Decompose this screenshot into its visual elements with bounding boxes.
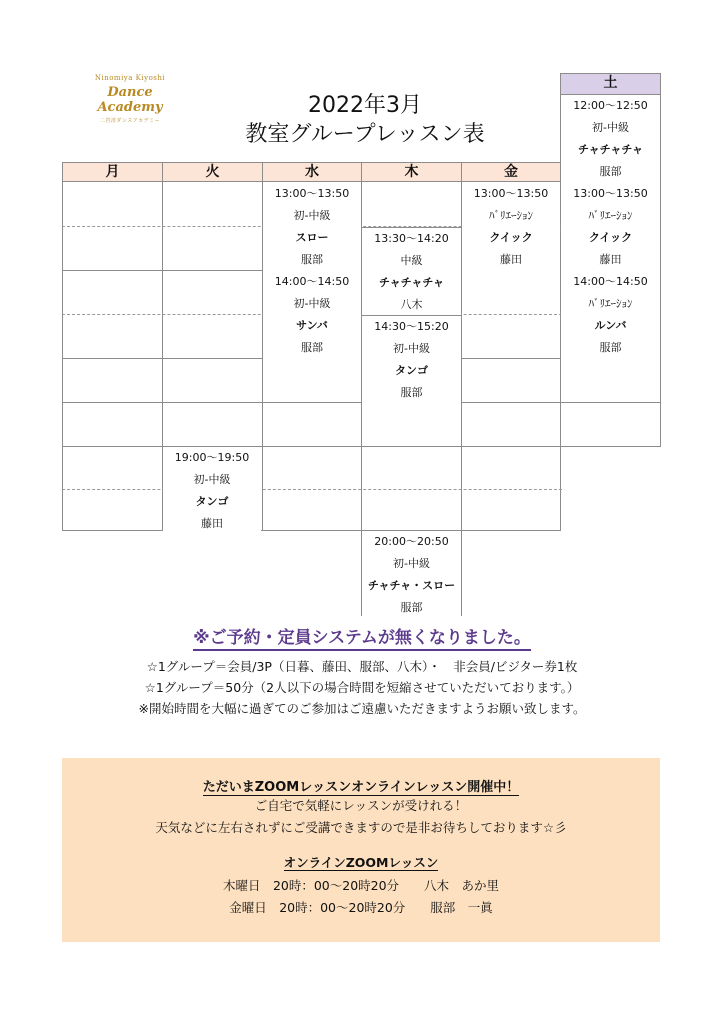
lesson-level: 初-中級 xyxy=(592,121,629,134)
logo-academy-name: Dance Academy xyxy=(97,85,163,115)
lesson-level: 初-中級 xyxy=(293,297,331,310)
lesson-thu-2 xyxy=(362,315,461,404)
lesson-teacher: 藤田 xyxy=(500,253,522,266)
lesson-fri-1 xyxy=(462,183,560,271)
lesson-teacher: 藤田 xyxy=(599,253,622,266)
lesson-time: 13:00～13:50 xyxy=(573,187,648,200)
note-line: ☆1グループ＝会員/3P（日暮、藤田、服部、八木）・ 非会員/ビジター券1枚 xyxy=(146,659,578,674)
grid-line xyxy=(62,446,562,447)
zoom-schedule: 木曜日 20時：00～20時20分 八木 あか里 xyxy=(222,878,500,893)
lesson-level: 初-中級 xyxy=(393,342,430,355)
lesson-thu-1 xyxy=(362,227,461,316)
notes-list xyxy=(0,656,724,719)
zoom-headline xyxy=(62,776,660,795)
lesson-level: 中級 xyxy=(400,254,423,267)
header-thursday: 木 xyxy=(361,162,462,182)
lesson-dance: スロー xyxy=(295,231,329,244)
lesson-dance: タンゴ xyxy=(195,495,229,508)
lesson-dance: クイック xyxy=(588,231,633,244)
header-friday: 金 xyxy=(461,162,561,182)
lesson-level: ﾊﾞﾘｴｰｼｮﾝ xyxy=(489,209,533,222)
logo-owner-name: Ninomiya Kiyoshi xyxy=(94,74,166,82)
lesson-dance: チャチャ・スロー xyxy=(367,579,456,592)
lesson-sat-1 xyxy=(561,95,660,183)
zoom-schedule: 金曜日 20時：00～20時20分 服部 一眞 xyxy=(229,900,493,915)
lesson-time: 13:00～13:50 xyxy=(274,187,350,200)
page-title: 教室グループレッスン表 xyxy=(245,122,485,147)
logo-japanese-name: 二宮清ダンスアカデミー xyxy=(99,118,161,124)
lesson-time: 14:00～14:50 xyxy=(274,275,350,288)
lesson-teacher: 八木 xyxy=(400,298,423,311)
lesson-wed-2 xyxy=(263,271,361,359)
academy-logo xyxy=(82,74,178,122)
header-wednesday: 水 xyxy=(262,162,362,182)
notice-headline-text: ※ご予約・定員システムが無くなりました。 xyxy=(193,628,531,651)
lesson-time: 12:00～12:50 xyxy=(573,99,648,112)
lesson-teacher: 服部 xyxy=(301,253,323,266)
zoom-subheading xyxy=(62,853,660,871)
lesson-level: 初-中級 xyxy=(193,473,231,486)
lesson-level: ﾊﾞﾘｴｰｼｮﾝ xyxy=(588,209,633,222)
lesson-teacher: 藤田 xyxy=(201,517,223,530)
lesson-dance: チャチャチャ xyxy=(378,276,444,289)
lesson-time: 14:30～15:20 xyxy=(374,320,449,333)
lesson-thu-3 xyxy=(362,531,461,619)
lesson-dance: チャチャチャ xyxy=(577,143,643,156)
zoom-subheading-text: オンラインZOOMレッスン xyxy=(283,855,439,870)
lesson-teacher: 服部 xyxy=(599,165,622,178)
lesson-level: 初-中級 xyxy=(293,209,331,222)
lesson-dance: タンゴ xyxy=(395,364,428,377)
lesson-time: 13:00～13:50 xyxy=(473,187,549,200)
lesson-level: 初-中級 xyxy=(393,557,430,570)
lesson-teacher: 服部 xyxy=(599,341,622,354)
header-monday: 月 xyxy=(62,162,163,182)
lesson-dance: ルンバ xyxy=(594,319,627,332)
note-line: ※開始時間を大幅に過ぎてのご参加はご遠慮いただきますようお願い致します。 xyxy=(138,701,586,716)
zoom-line: ご自宅で気軽にレッスンが受けれる！ xyxy=(254,798,468,813)
lesson-time: 14:00～14:50 xyxy=(573,275,648,288)
lesson-time: 13:30～14:20 xyxy=(374,232,449,245)
lesson-sat-3 xyxy=(561,271,660,359)
lesson-time: 19:00～19:50 xyxy=(174,451,250,464)
lesson-teacher: 服部 xyxy=(400,386,423,399)
page-title-month: 2022年3月 xyxy=(308,93,422,118)
notice-headline xyxy=(0,623,724,648)
lesson-wed-1 xyxy=(263,183,361,271)
lesson-tue-1 xyxy=(163,447,261,535)
lesson-teacher: 服部 xyxy=(301,341,323,354)
note-line: ☆1グループ＝50分（2人以下の場合時間を短縮させていただいております。） xyxy=(144,680,580,695)
grid-mon xyxy=(62,181,163,531)
lesson-time: 20:00～20:50 xyxy=(374,535,449,548)
header-saturday: 土 xyxy=(560,73,661,95)
lesson-sat-2 xyxy=(561,183,660,271)
lesson-dance: サンバ xyxy=(296,319,328,332)
lesson-level: ﾊﾞﾘｴｰｼｮﾝ xyxy=(588,297,633,310)
lesson-teacher: 服部 xyxy=(400,601,423,614)
zoom-headline-text: ただいまZOOMレッスンオンラインレッスン開催中！ xyxy=(202,780,520,795)
zoom-lesson-panel xyxy=(62,758,660,942)
zoom-line: 天気などに左右されずにご受講できますので是非お待ちしております☆彡 xyxy=(155,820,567,835)
grid-line-dashed xyxy=(62,489,562,490)
header-tuesday: 火 xyxy=(162,162,263,182)
lesson-dance: クイック xyxy=(489,231,533,244)
